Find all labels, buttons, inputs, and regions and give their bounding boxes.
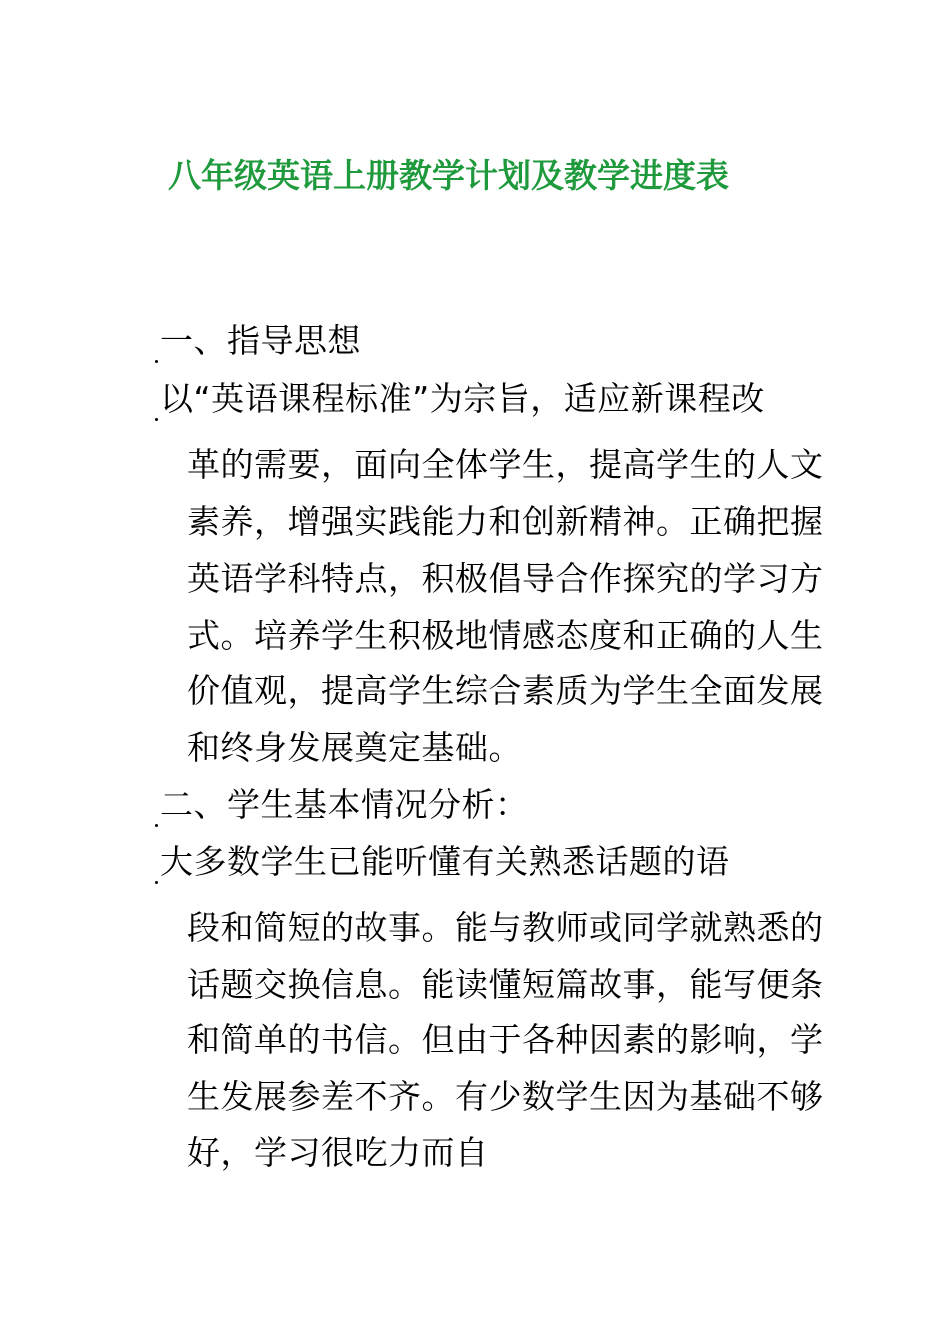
section2-lead-line: 大多数学生已能听懂有关熟悉话题的语 bbox=[160, 842, 730, 881]
section1-lead-line: 以“英语课程标准”为宗旨，适应新课程改 bbox=[160, 379, 765, 418]
bullet-marker bbox=[155, 881, 158, 884]
section2-heading: 二、学生基本情况分析： bbox=[160, 785, 529, 824]
section2-body-line: 话题交换信息。能读懂短篇故事，能写便条 bbox=[187, 965, 824, 1004]
section1-body-line: 价值观，提高学生综合素质为学生全面发展 bbox=[187, 671, 824, 710]
section1-body-line: 革的需要，面向全体学生，提高学生的人文 bbox=[187, 445, 824, 484]
section2-body-line: 段和简短的故事。能与教师或同学就熟悉的 bbox=[187, 908, 824, 947]
bullet-marker bbox=[155, 360, 158, 363]
section2-body-line: 生发展参差不齐。有少数学生因为基础不够 bbox=[187, 1077, 824, 1116]
section1-body-line: 和终身发展奠定基础。 bbox=[187, 728, 522, 767]
section1-body-line: 式。培养学生积极地情感态度和正确的人生 bbox=[187, 616, 824, 655]
section1-body-line: 素养，增强实践能力和创新精神。正确把握 bbox=[187, 502, 824, 541]
section1-heading: 一、指导思想 bbox=[160, 321, 361, 360]
bullet-marker bbox=[155, 418, 158, 421]
bullet-marker bbox=[155, 824, 158, 827]
section1-body-line: 英语学科特点，积极倡导合作探究的学习方 bbox=[187, 559, 824, 598]
section2-body-line: 和简单的书信。但由于各种因素的影响，学 bbox=[187, 1020, 824, 1059]
section2-body-line: 好，学习很吃力而自 bbox=[187, 1133, 489, 1172]
document-title: 八年级英语上册教学计划及教学进度表 bbox=[168, 156, 729, 195]
